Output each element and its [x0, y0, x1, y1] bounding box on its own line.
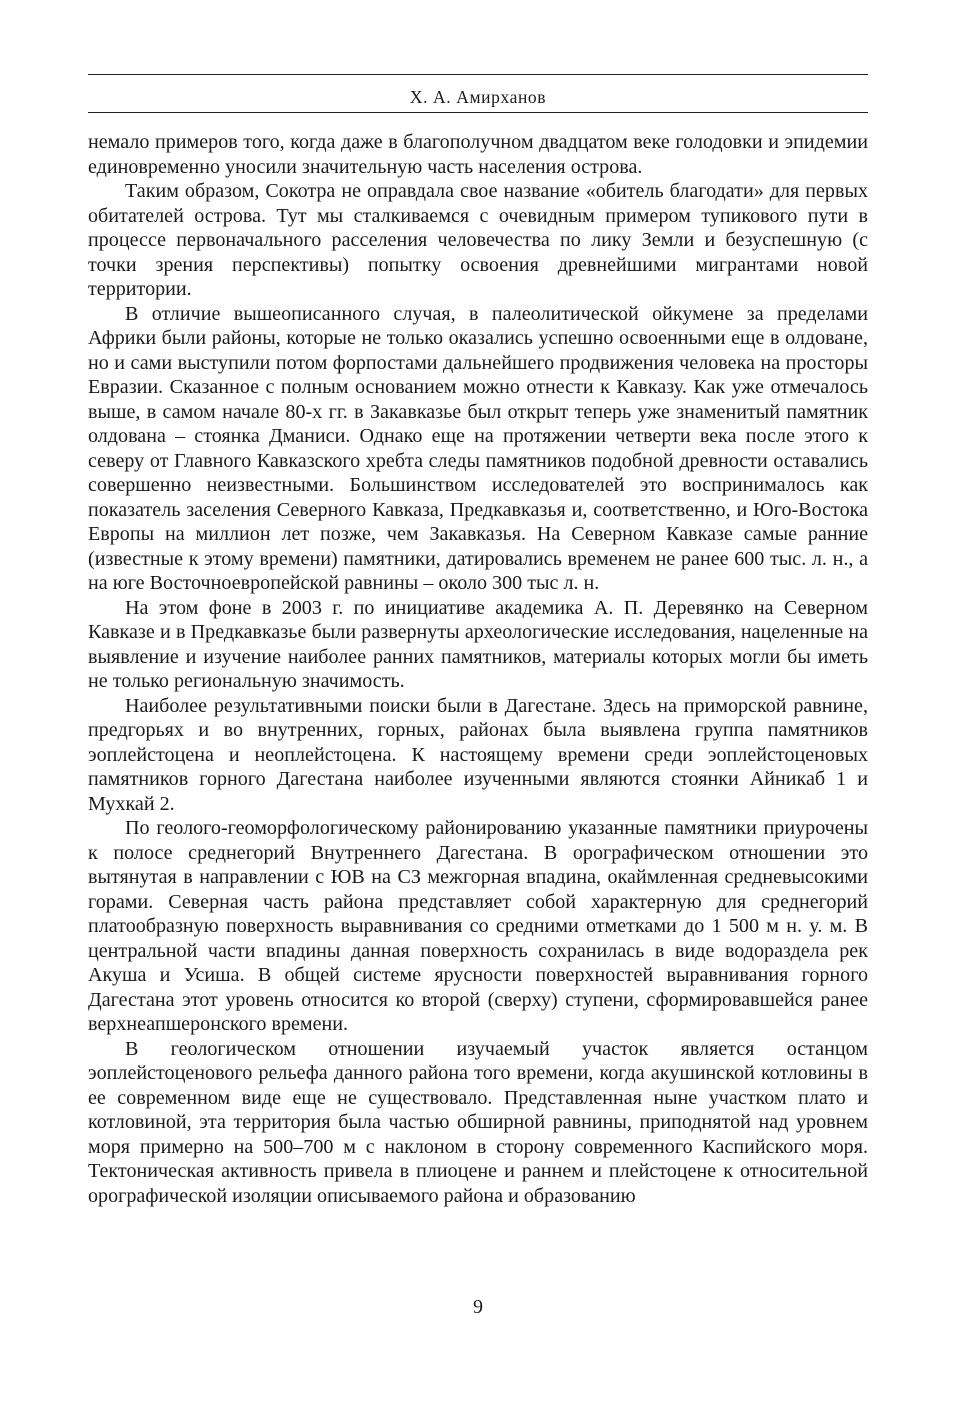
paragraph: Таким образом, Сокотра не оправдала свое название «обитель благодати» для первых обитателей острова. Тут мы сталкиваемся с очевидным примером тупикового пути в процессе первоначального расселения человечества по лику Земли и безуспешную (с точки зрения перспективы) попытку освоения древнейшими мигрантами новой территории.: [88, 180, 868, 300]
running-head: Х. А. Амирханов: [409, 87, 547, 107]
page-number: 9: [473, 1296, 483, 1318]
paragraph-continued: немало примеров того, когда даже в благополучном двадцатом веке голодовки и эпидемии единовременно уносили значительную часть населения острова.: [88, 131, 868, 178]
paragraph: На этом фоне в 2003 г. по инициативе академика А. П. Деревянко на Северном Кавказе и в Предкавказье были развернуты археологические исследования, нацеленные на выявление и изучение наиболее ранних памятников, материалы которых могли бы иметь не только региональную значимость.: [88, 596, 868, 692]
body-text: [88, 130, 868, 1208]
header-rule-top: [88, 74, 868, 75]
header-rule-bottom: [88, 112, 868, 113]
paragraph: В геологическом отношении изучаемый участок является останцом эоплейстоценового рельефа данного района того времени, когда акушинской котловины в ее современном виде еще не существовало. Представленная ныне участком плато и котловиной, эта территория была частью обширной равнины, приподнятой над уровнем моря примерно на 500–700 м с наклоном в сторону современного Каспийского моря. Тектоническая активность привела в плиоцене и раннем и плейстоцене к относительной орографической изоляции описываемого района и образованию: [88, 1037, 868, 1207]
paragraph: Наиболее результативными поиски были в Дагестане. Здесь на приморской равнине, предгорьях и во внутренних, горных, районах была выявлена группа памятников эоплейстоцена и неоплейстоцена. К настоящему времени среди эоплейстоценовых памятников горного Дагестана наиболее изученными являются стоянки Айникаб 1 и Мухкай 2.: [88, 694, 868, 815]
paragraph: По геолого-геоморфологическому районированию указанные памятники приурочены к полосе среднегорий Внутреннего Дагестана. В орографическом отношении это вытянутая в направлении с ЮВ на СЗ межгорная впадина, окаймленная средневысокими горами. Северная часть района представляет собой характерную для среднегорий платообразную поверхность выравнивания со средними отметками до 1 500 м н. у. м. В центральной части впадины данная поверхность сохранилась в виде водораздела рек Акуша и Усиша. В общей системе ярусности поверхностей выравнивания горного Дагестана этот уровень относится ко второй (сверху) ступени, сформировавшейся ранее верхнеапшеронского времени.: [88, 817, 868, 1035]
paragraph: В отличие вышеописанного случая, в палеолитической ойкумене за пределами Африки были районы, которые не только оказались успешно освоенными еще в олдоване, но и сами выступили потом форпостами дальнейшего продвижения человека на просторы Евразии. Сказанное с полным основанием можно отнести к Кавказу. Как уже отмечалось выше, в самом начале 80-х гг. в Закавказье был открыт теперь уже знаменитый памятник олдована – стоянка Дманиси. Однако еще на протяжении четверти века после этого к северу от Главного Кавказского хребта следы памятников подобной древности оставались совершенно неизвестными. Большинством исследователей это воспринималось как показатель заселения Северного Кавказа, Предкавказья и, соответственно, и Юго-Востока Европы на миллион лет позже, чем Закавказья. На Северном Кавказе самые ранние (известные к этому времени) памятники, датировались временем не ранее 600 тыс. л. н., а на юге Восточноевропейской равнины – около 300 тыс л. н.: [88, 302, 868, 594]
